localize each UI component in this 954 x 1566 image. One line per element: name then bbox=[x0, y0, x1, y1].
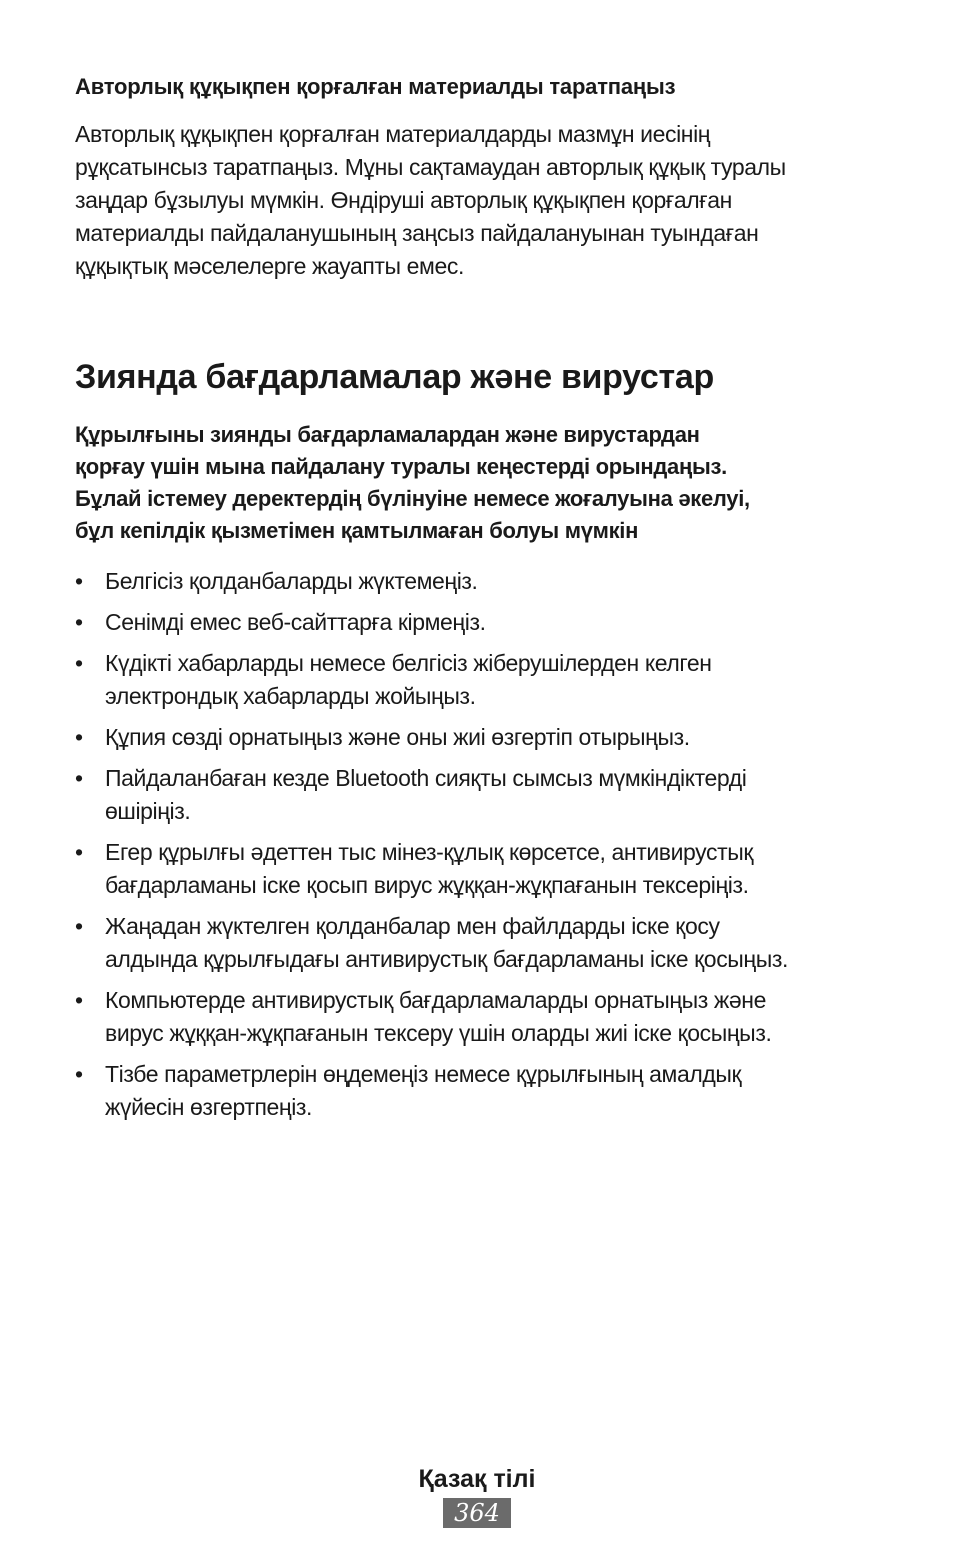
bullet-icon: • bbox=[75, 609, 83, 635]
copyright-line: заңдар бұзылуы мүмкін. Өндіруші авторлық құқықпен қорғалған bbox=[75, 187, 732, 213]
list-item bbox=[75, 762, 890, 828]
page-content bbox=[75, 70, 890, 1132]
list-item bbox=[75, 1058, 890, 1124]
list-item-text: Жаңадан жүктелген қолданбалар мен файлдарды іске қосу bbox=[105, 913, 720, 939]
list-item bbox=[75, 721, 890, 754]
list-item-text: Күдікті хабарларды немесе белгісіз жіберушілерден келген bbox=[105, 650, 712, 676]
list-item bbox=[75, 984, 890, 1050]
bullet-icon: • bbox=[75, 1061, 83, 1087]
list-item-text: өшіріңіз. bbox=[105, 798, 191, 824]
bullet-icon: • bbox=[75, 839, 83, 865]
list-item-text: Тізбе параметрлерін өңдемеңіз немесе құрылғының амалдық bbox=[105, 1061, 742, 1087]
bullet-icon: • bbox=[75, 765, 83, 791]
footer-language: Қазақ тілі bbox=[418, 1465, 536, 1493]
list-item bbox=[75, 910, 890, 976]
bullet-icon: • bbox=[75, 650, 83, 676]
list-item bbox=[75, 647, 890, 713]
list-item-text: Белгісіз қолданбаларды жүктемеңіз. bbox=[105, 568, 478, 594]
warning-line: қорғау үшін мына пайдалану туралы кеңестерді орындаңыз. bbox=[75, 454, 727, 479]
warning-line: Құрылғыны зиянды бағдарламалардан және вирустардан bbox=[75, 422, 700, 447]
bullet-icon: • bbox=[75, 987, 83, 1013]
copyright-line: материалды пайдаланушының заңсыз пайдалануынан туындаған bbox=[75, 220, 759, 246]
copyright-line: рұқсатынсыз таратпаңыз. Мұны сақтамаудан авторлық құқық туралы bbox=[75, 154, 786, 180]
section-title: Зиянда бағдарламалар және вирустар bbox=[75, 358, 714, 396]
page-number: 364 bbox=[443, 1498, 511, 1528]
copyright-heading: Авторлық құқықпен қорғалған материалды таратпаңыз bbox=[75, 74, 676, 99]
list-item bbox=[75, 565, 890, 598]
list-item-text: электрондық хабарларды жойыңыз. bbox=[105, 683, 476, 709]
list-item-text: жүйесін өзгертпеңіз. bbox=[105, 1094, 313, 1120]
copyright-line: құқықтық мәселелерге жауапты емес. bbox=[75, 253, 464, 279]
page-footer bbox=[0, 1462, 954, 1528]
list-item-text: алдында құрылғыдағы антивирустық бағдарламаны іске қосыңыз. bbox=[105, 946, 788, 972]
bullet-icon: • bbox=[75, 724, 83, 750]
list-item bbox=[75, 606, 890, 639]
list-item-text: Компьютерде антивирустық бағдарламаларды орнатыңыз және bbox=[105, 987, 767, 1013]
list-item-text: бағдарламаны іске қосып вирус жұққан-жұқпағанын тексеріңіз. bbox=[105, 872, 749, 898]
bullet-icon: • bbox=[75, 568, 83, 594]
warning-paragraph bbox=[75, 419, 890, 547]
list-item-text: Пайдаланбаған кезде Bluetooth сияқты сымсыз мүмкіндіктерді bbox=[105, 765, 747, 791]
bullet-icon: • bbox=[75, 913, 83, 939]
list-item-text: Құпия сөзді орнатыңыз және оны жиі өзгертіп отырыңыз. bbox=[105, 724, 690, 750]
copyright-line: Авторлық құқықпен қорғалған материалдарды мазмұн иесінің bbox=[75, 121, 711, 147]
warning-line: бұл кепілдік қызметімен қамтылмаған болуы мүмкін bbox=[75, 518, 639, 543]
list-item bbox=[75, 836, 890, 902]
warning-line: Бұлай істемеу деректердің бүлінуіне немесе жоғалуына әкелуі, bbox=[75, 486, 750, 511]
list-item-text: вирус жұққан-жұқпағанын тексеру үшін оларды жиі іске қосыңыз. bbox=[105, 1020, 772, 1046]
tips-list bbox=[75, 565, 890, 1124]
list-item-text: Сенімді емес веб-сайттарға кірмеңіз. bbox=[105, 609, 486, 635]
copyright-paragraph bbox=[75, 118, 890, 283]
list-item-text: Егер құрылғы әдеттен тыс мінез-құлық көрсетсе, антивирустық bbox=[105, 839, 754, 865]
